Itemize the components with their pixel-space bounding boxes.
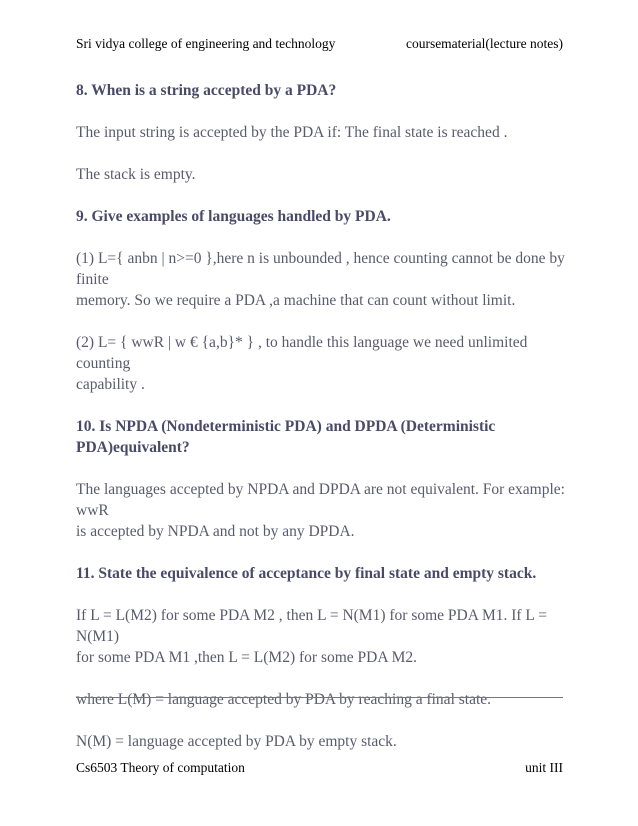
- question-10-line-2: PDA)equivalent?: [76, 439, 190, 456]
- answer-11-definition-lm: where L(M) = language accepted by PDA by reaching a final state.: [76, 691, 492, 708]
- answer-10: [76, 479, 566, 542]
- page-content: [76, 80, 566, 752]
- horizontal-divider: [76, 697, 563, 698]
- answer-11-line-1: If L = L(M2) for some PDA M2 , then L = N(M1) for some PDA M1. If L = N(M1): [76, 607, 547, 645]
- answer-10-line-1: The languages accepted by NPDA and DPDA are not equivalent. For example: wwR: [76, 481, 565, 519]
- question-10-line-1: 10. Is NPDA (Nondeterministic PDA) and DPDA (Deterministic: [76, 418, 496, 435]
- answer-9-example-2-line-1: (2) L= { wwR | w € {a,b}* } , to handle this language we need unlimited counting: [76, 334, 528, 372]
- answer-9-example-2: [76, 332, 566, 395]
- answer-10-line-2: is accepted by NPDA and not by any DPDA.: [76, 523, 355, 540]
- answer-11-definition-nm: N(M) = language accepted by PDA by empty stack.: [76, 733, 397, 750]
- answer-9-example-1-line-1: (1) L={ anbn | n>=0 },here n is unbounded , hence counting cannot be done by finite: [76, 250, 565, 288]
- header-course-material: coursematerial(lecture notes): [405, 36, 563, 51]
- answer-8-line-1: The input string is accepted by the PDA if: The final state is reached .: [76, 124, 508, 141]
- answer-11-line-2: for some PDA M1 ,then L = L(M2) for some PDA M2.: [76, 649, 417, 666]
- answer-8-line-2: The stack is empty.: [76, 166, 196, 183]
- question-9: 9. Give examples of languages handled by PDA.: [76, 208, 391, 225]
- footer-unit: unit III: [525, 760, 563, 775]
- footer-course-title: Cs6503 Theory of computation: [76, 760, 245, 775]
- question-11: 11. State the equivalence of acceptance by final state and empty stack.: [76, 565, 537, 582]
- question-10: [76, 416, 566, 458]
- question-8: 8. When is a string accepted by a PDA?: [76, 82, 337, 99]
- answer-11: [76, 605, 566, 668]
- header-college-name: Sri vidya college of engineering and technology: [76, 36, 336, 51]
- answer-9-example-1: [76, 248, 566, 311]
- answer-9-example-2-line-2: capability .: [76, 376, 145, 393]
- answer-9-example-1-line-2: memory. So we require a PDA ,a machine that can count without limit.: [76, 292, 516, 309]
